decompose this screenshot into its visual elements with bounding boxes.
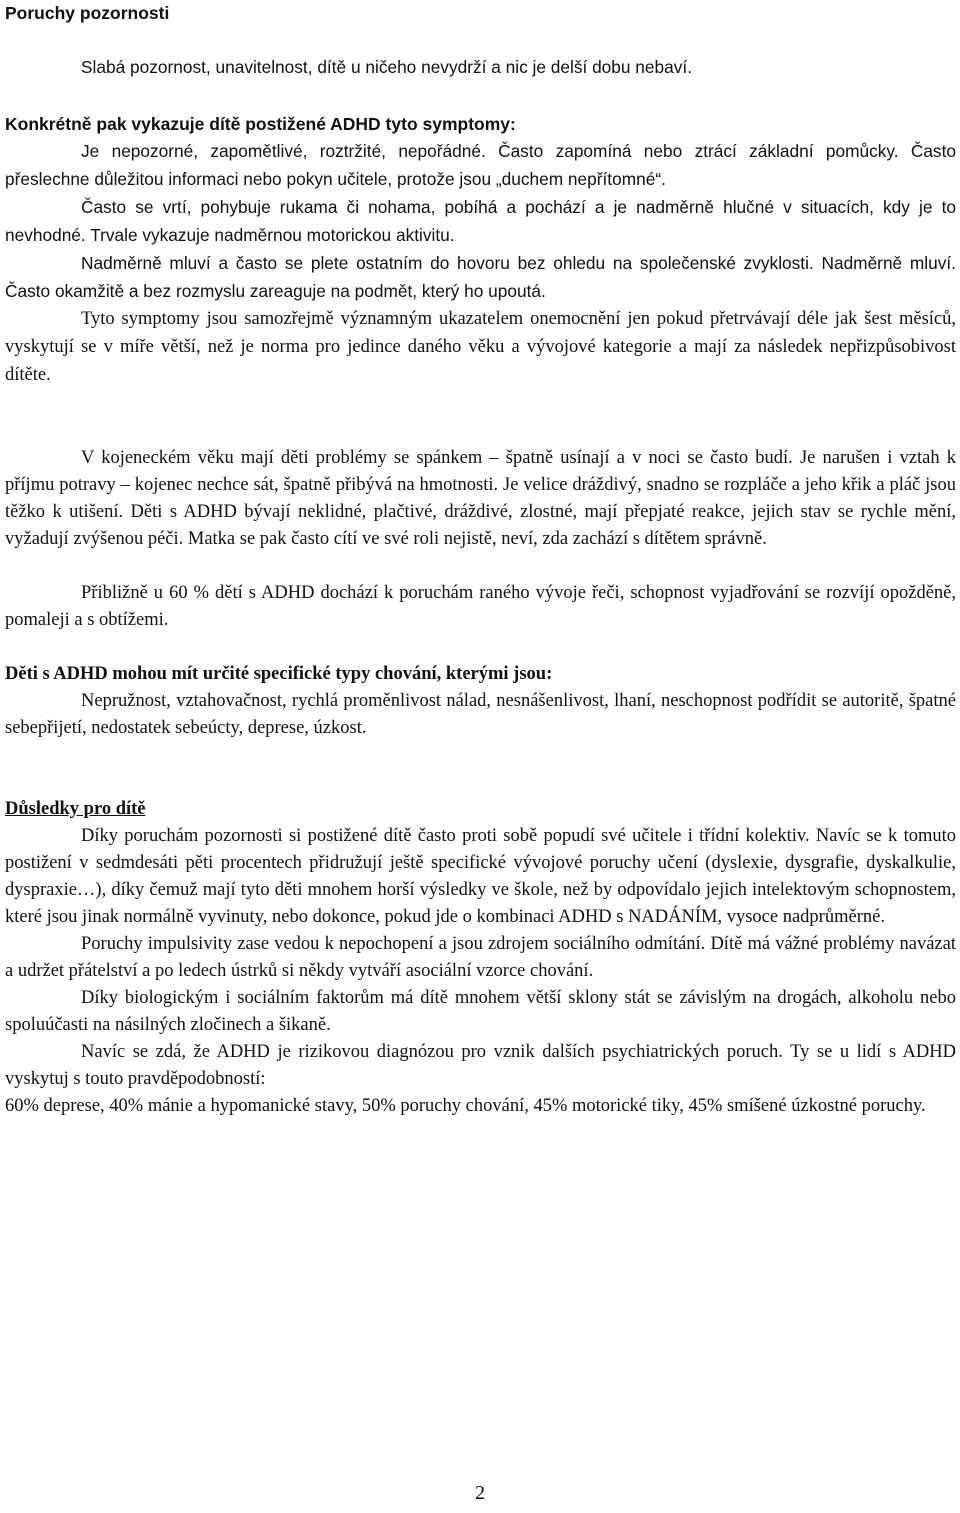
intro-paragraph: Slabá pozornost, unavitelnost, dítě u ničeho nevydrží a nic je delší dobu nebaví. xyxy=(81,57,692,77)
page-number: 2 xyxy=(475,1482,485,1504)
heading-consequences: Důsledky pro dítě xyxy=(5,799,146,819)
consequences-paragraph-3: Díky biologickým i sociálním faktorům má dítě mnohem větší sklony stát se závislým na drogách, alkoholu nebo spoluúčasti na násilných zločinech a šikaně. xyxy=(5,988,956,1035)
symptoms-paragraph-2: Často se vrtí, pohybuje rukama či nohama, pobíhá a pochází a je nadměrně hlučné v situacích, kdy je to nevhodné. Trvale vykazuje nadměrnou motorickou aktivitu. xyxy=(5,197,956,245)
infancy-paragraph: V kojeneckém věku mají děti problémy se spánkem – špatně usínají a v noci se často budí. Je narušen i vztah k příjmu potravy – kojenec nechce sát, špatně přibývá na hmotnosti. Je velice dráždivý, snadno se rozpláče a jeho křik a pláč jsou těžko k utišení. Děti s ADHD bývají neklidné, plačtivé, dráždivé, zlostné, mají přepjaté reakce, jejich stav se rychle mění, vyžadují zvýšenou péči. Matka se pak často cítí ve své roli nejistě, neví, zda zachází s dítětem správně. xyxy=(5,448,956,549)
consequences-paragraph-4: Navíc se zdá, že ADHD je rizikovou diagnózou pro vznik dalších psychiatrických poruch. Ty se u lidí s ADHD vyskytuj s touto pravděpodobností: xyxy=(5,1042,956,1089)
consequences-statistics: 60% deprese, 40% mánie a hypomanické stavy, 50% poruchy chování, 45% motorické tiky, 45% smíšené úzkostné poruchy. xyxy=(5,1096,926,1116)
speech-paragraph: Přibližně u 60 % dětí s ADHD dochází k poruchám raného vývoje řeči, schopnost vyjadřování se rozvíjí opožděně, pomaleji a s obtížemi. xyxy=(5,583,956,630)
symptoms-paragraph-3: Nadměrně mluví a často se plete ostatním do hovoru bez ohledu na společenské zvyklosti. Nadměrně mluví. Často okamžitě a bez rozmyslu zareaguje na podmět, který ho upoutá. xyxy=(5,253,956,301)
heading-behavior-types: Děti s ADHD mohou mít určité specifické typy chování, kterými jsou: xyxy=(5,664,553,684)
consequences-paragraph-1: Díky poruchám pozornosti si postižené dítě často proti sobě popudí své učitele i třídní kolektiv. Navíc se k tomuto postižení v sedmdesáti pěti procentech přidružují ještě specifické vývojové poruchy učení (dyslexie, dysgrafie, dyskalkulie, dyspraxie…), díky čemuž mají tyto děti mnohem horší výsledky ve škole, než by odpovídalo jejich intelektovým schopnostem, které jsou jinak normálně vyvinuty, nebo dokonce, pokud jde o kombinaci ADHD s NADÁNÍM, vysoce nadprůměrné. xyxy=(5,826,956,927)
behavior-paragraph: Nepružnost, vztahovačnost, rychlá proměnlivost nálad, nesnášenlivost, lhaní, neschopnost podřídit se autoritě, špatné sebepřijetí, nedostatek sebeúcty, deprese, úzkost. xyxy=(5,691,956,738)
heading-attention-disorders: Poruchy pozornosti xyxy=(5,3,170,23)
symptoms-paragraph-4: Tyto symptomy jsou samozřejmě významným ukazatelem onemocnění jen pokud přetrvávají déle jak šest měsíců, vyskytují se v míře větší, než je norma pro jedince daného věku a vývojové kategorie a mají za následek nepřizpůsobivost dítěte. xyxy=(5,309,956,385)
consequences-paragraph-2: Poruchy impulsivity zase vedou k nepochopení a jsou zdrojem sociálního odmítání. Dítě má vážné problémy navázat a udržet přátelství a po ledech ústrků si někdy vytváří asociální vzorce chování. xyxy=(5,934,956,981)
symptoms-paragraph-1: Je nepozorné, zapomětlivé, roztržité, nepořádné. Často zapomíná nebo ztrácí základní pomůcky. Často přeslechne důležitou informaci nebo pokyn učitele, protože jsou „duchem nepřítomné“. xyxy=(5,141,956,189)
document-page xyxy=(5,0,956,1120)
heading-symptoms: Konkrétně pak vykazuje dítě postižené ADHD tyto symptomy: xyxy=(5,114,516,134)
